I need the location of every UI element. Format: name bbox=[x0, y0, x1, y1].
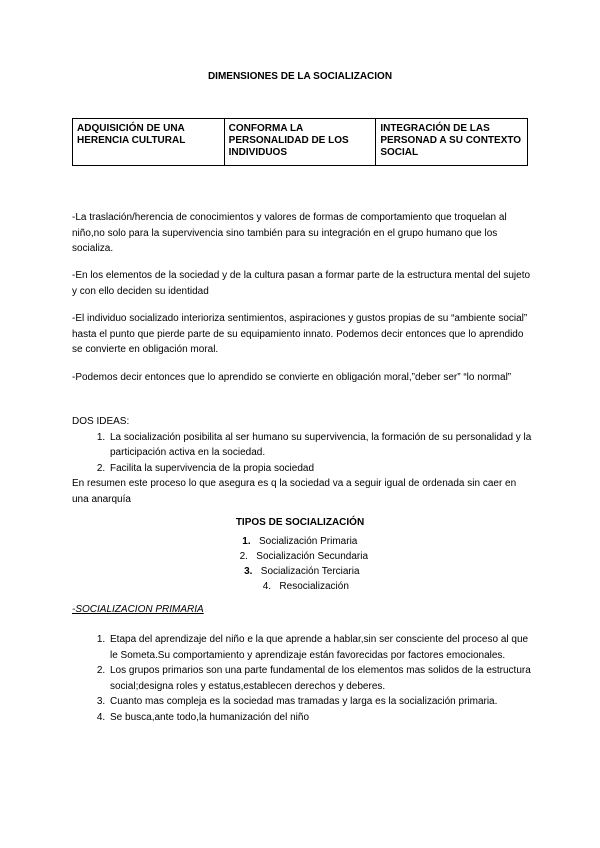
list-label: Socialización Secundaria bbox=[256, 551, 369, 562]
ideas-summary: En resumen este proceso lo que asegura es q la sociedad va a seguir igual de ordenada sin caer en una anarquía bbox=[72, 478, 517, 505]
list-number: 4. bbox=[262, 581, 272, 592]
list-item bbox=[4, 579, 600, 594]
list-item: 2. Los grupos primarios son una parte fundamental de los elementos mas solidos de la estructura social;designa roles y estatus,establecen derechos y deberes. bbox=[108, 663, 532, 694]
table-row bbox=[73, 119, 528, 166]
paragraph-herencia: -La traslación/herencia de conocimientos y valores de formas de comportamiento que troquelan al niño,no solo para la supervivencia sino también para su integración en el grupo humano que los socializa. bbox=[72, 212, 507, 254]
list-item bbox=[0, 564, 600, 579]
paragraph-estructura: -En los elementos de la sociedad y de la cultura pasan a formar parte de la estructura mental del sujeto y con ello deciden su identidad bbox=[72, 270, 531, 297]
list-label: Socialización Primaria bbox=[258, 536, 358, 547]
paragraph-deber-ser: -Podemos decir entonces que lo aprendido se convierte en obligación moral,”deber ser” “lo normal” bbox=[72, 372, 512, 383]
ideas-heading: DOS IDEAS: bbox=[72, 416, 130, 427]
list-item: 2. Facilita la supervivencia de la propia sociedad bbox=[108, 461, 532, 477]
list-label: Resocialización bbox=[279, 581, 349, 592]
ideas-list bbox=[72, 430, 532, 477]
types-list bbox=[0, 534, 600, 594]
list-item bbox=[0, 549, 600, 564]
page-title: DIMENSIONES DE LA SOCIALIZACION bbox=[207, 71, 393, 82]
list-item: 3. Cuanto mas compleja es la sociedad mas tramadas y larga es la socialización primaria. bbox=[108, 694, 532, 710]
types-title: TIPOS DE SOCIALIZACIÓN bbox=[235, 517, 365, 528]
primary-list bbox=[72, 632, 532, 725]
section-heading-primaria: -SOCIALIZACION PRIMARIA bbox=[72, 604, 204, 615]
list-number: 1. bbox=[242, 536, 251, 547]
list-number: 2. bbox=[239, 551, 248, 562]
table-cell-personalidad: CONFORMA LA PERSONALIDAD DE LOS INDIVIDUOS bbox=[224, 119, 376, 166]
dimensions-table bbox=[72, 118, 528, 166]
list-item: 4. Se busca,ante todo,la humanización del niño bbox=[108, 710, 532, 726]
list-item bbox=[0, 534, 600, 549]
table-cell-herencia: ADQUISICIÓN DE UNA HERENCIA CULTURAL bbox=[73, 119, 225, 166]
table-cell-integracion: INTEGRACIÓN DE LAS PERSONAD A SU CONTEXTO SOCIAL bbox=[376, 119, 528, 166]
list-label: Socialización Terciaria bbox=[260, 566, 360, 577]
list-item: 1. La socialización posibilita al ser humano su supervivencia, la formación de su personalidad y la participación activa en la sociedad. bbox=[108, 430, 532, 461]
paragraph-individuo: -El individuo socializado interioriza sentimientos, aspiraciones y gustos propias de su “ambiente social” hasta el punto que pierde parte de su equipamiento innato. Podemos decir entonces que lo aprendido se convierte en obligación moral. bbox=[72, 313, 528, 355]
primary-section bbox=[72, 632, 532, 725]
ideas-section bbox=[72, 414, 532, 507]
list-number: 3. bbox=[244, 566, 253, 577]
list-item: 1. Etapa del aprendizaje del niño e la que aprende a hablar,sin ser consciente del proceso al que le Someta.Su comportamiento y aprendizaje están favorecidas por factores emocionales. bbox=[108, 632, 532, 663]
